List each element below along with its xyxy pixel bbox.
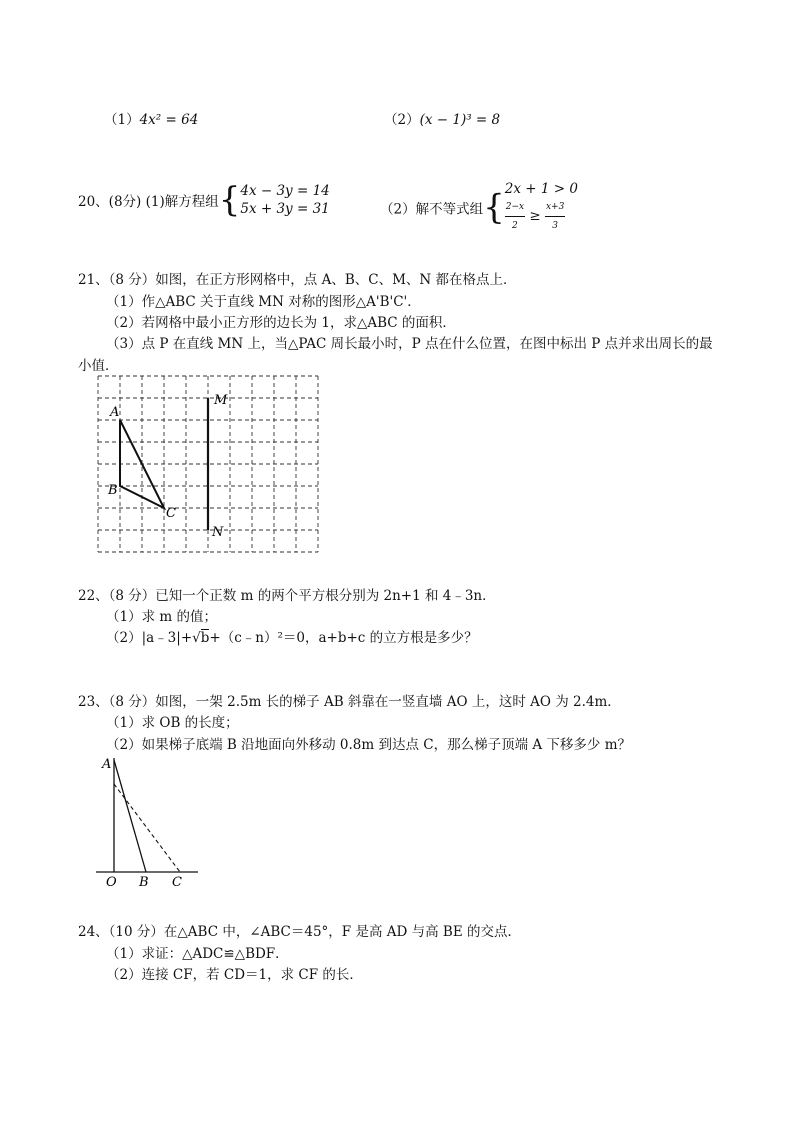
q19-part2-equation: (x − 1)³ = 8 xyxy=(419,112,501,128)
label-b: B xyxy=(139,875,149,890)
q24-part1: （1）求证：△ADC≌△BDF． xyxy=(106,946,289,962)
q20-fraction-2-denominator: 3 xyxy=(552,221,559,231)
label-b: B xyxy=(108,483,118,498)
q20-geq-sign: ≥ xyxy=(529,208,541,224)
q20-inequality-2 xyxy=(505,198,578,235)
q20-fraction-1-numerator: 2−x xyxy=(505,198,525,217)
label-c: C xyxy=(166,506,176,521)
q20-inequality-1: 2x + 1 > 0 xyxy=(504,181,578,197)
q19-part2 xyxy=(384,108,500,128)
q20-system-1 xyxy=(240,182,329,218)
label-a: A xyxy=(102,757,112,772)
q19-part1-equation: 4x² = 64 xyxy=(139,112,199,128)
label-a: A xyxy=(110,405,120,420)
q21-grid-figure xyxy=(90,370,330,556)
q19-part1 xyxy=(104,108,198,128)
q23-part1: （1）求 OB 的长度； xyxy=(106,715,239,731)
q23-ladder-figure xyxy=(92,752,212,890)
q21-part3: （3）点 P 在直线 MN 上，当△PAC 周长最小时，P 点在什么位置，在图中标出 P 点并求出周长的最 xyxy=(106,336,713,352)
q24-part2: （2）连接 CF，若 CD＝1，求 CF 的长． xyxy=(106,967,363,983)
q22-part2 xyxy=(106,626,478,646)
q23-stem: 23、（8 分）如图，一架 2.5m 长的梯子 AB 斜靠在一竖直墙 AO 上，这时 AO 为 2.4m． xyxy=(78,694,621,710)
q20-fraction-2 xyxy=(545,198,565,235)
q20-label: 20、(8分) (1)解方程组 xyxy=(78,194,219,210)
q22-part2-prefix: （2）|a﹣3|+ xyxy=(106,630,193,646)
q21-part2: （2）若网格中最小正方形的边长为 1，求△ABC 的面积． xyxy=(106,315,456,331)
q21-stem: 21、（8 分）如图，在正方形网格中，点 A、B、C、M、N 都在格点上． xyxy=(78,272,517,288)
q20-equation-2: 5x + 3y = 31 xyxy=(240,201,330,217)
label-n: N xyxy=(212,525,224,540)
q20-system-2 xyxy=(505,180,578,235)
q19-part1-number: （1） xyxy=(104,112,140,128)
q20-part2 xyxy=(380,180,578,231)
ladder-moved xyxy=(114,784,180,872)
q24-stem: 24、（10 分）在△ABC 中，∠ABC＝45°，F 是高 AD 与高 BE 的交点． xyxy=(78,924,521,940)
q20-part2-label: （2）解不等式组 xyxy=(380,201,484,218)
label-m: M xyxy=(214,393,228,408)
sqrt-symbol: √ xyxy=(192,630,201,646)
label-c: C xyxy=(172,875,182,890)
q20-fraction-1 xyxy=(505,198,525,235)
q20-brace-1: { xyxy=(218,180,241,220)
q20-fraction-1-denominator: 2 xyxy=(512,221,518,231)
q21-part3-continued: 小值． xyxy=(78,358,119,374)
ladder-ab xyxy=(114,760,146,872)
q22-stem: 22、（8 分）已知一个正数 m 的两个平方根分别为 2n+1 和 4﹣3n． xyxy=(78,588,496,604)
q21-part1: （1）作△ABC 关于直线 MN 对称的图形△A'B'C'． xyxy=(106,294,421,310)
q23-part2: （2）如果梯子底端 B 沿地面向外移动 0.8m 到达点 C，那么梯子顶端 A 下移多少 m？ xyxy=(106,737,631,753)
q22-part2-suffix: +（c﹣n）²＝0，a+b+c 的立方根是多少？ xyxy=(209,630,478,646)
q20-equation-1: 4x − 3y = 14 xyxy=(240,183,330,199)
q19-part2-number: （2） xyxy=(384,112,420,128)
q20-fraction-2-numerator: x+3 xyxy=(545,198,565,217)
q20-brace-2: { xyxy=(483,187,505,228)
label-o: O xyxy=(106,875,117,890)
q22-sqrt-radicand: b xyxy=(200,630,210,646)
q20 xyxy=(78,182,330,222)
q22-part1: （1）求 m 的值； xyxy=(106,609,217,625)
